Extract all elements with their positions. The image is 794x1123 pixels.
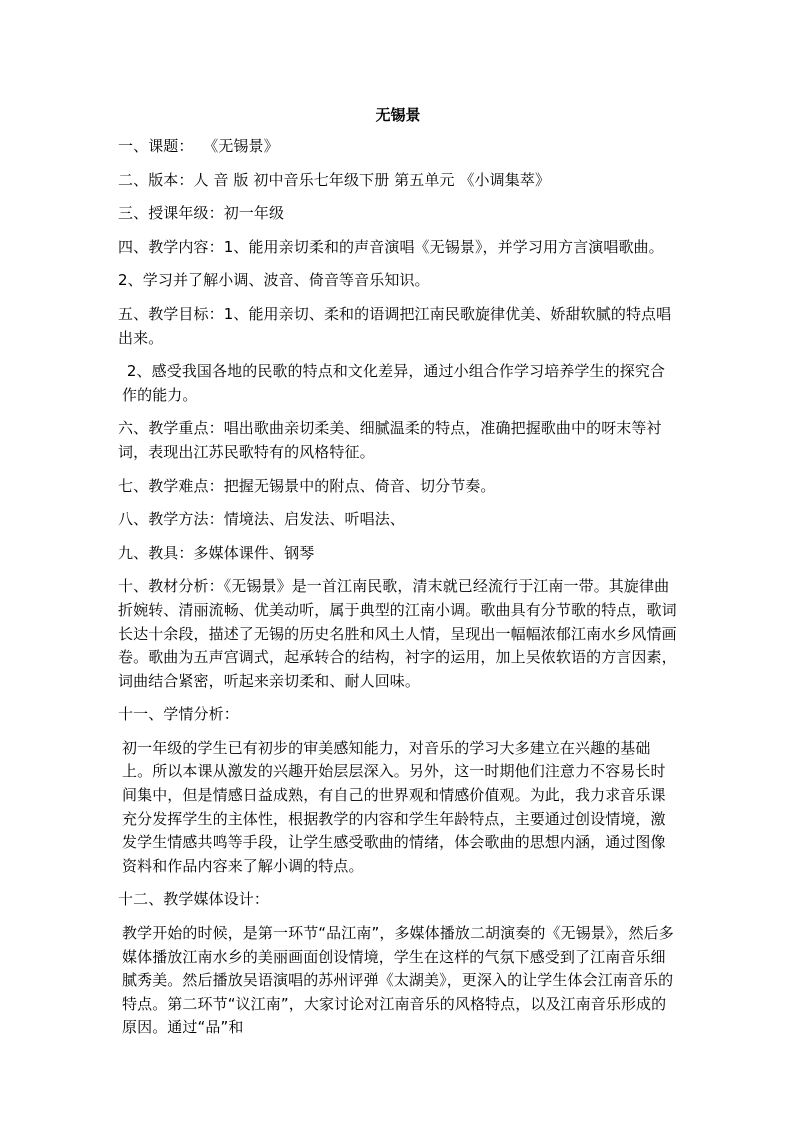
paragraph-material-analysis: 十、教材分析：《无锡景》是一首江南民歌，清末就已经流行于江南一带。其旋律曲折婉转、清丽流畅、优美动听，属于典型的江南小调。歌曲具有分节歌的特点，歌词长达十余段，描述了无锡的历史名胜和风土人情，呈现出一幅幅浓郁江南水乡风情画卷。歌曲为五声宫调式，起承转合的结构，衬字的运用，加上吴侬软语的方言因素，词曲结合紧密，听起来亲切柔和、耐人回味。 (118, 577, 677, 690)
paragraph-teaching-aids: 九、教具：多媒体课件、钢琴 (118, 543, 315, 562)
paragraph-grade: 三、授课年级：初一年级 (118, 204, 285, 223)
paragraph-goals: 五、教学目标：1、能用亲切、柔和的语调把江南民歌旋律优美、娇甜软腻的特点唱出来。 (118, 304, 672, 347)
paragraph-content: 四、教学内容：1、能用亲切柔和的声音演唱《无锡景》，并学习用方言演唱歌曲。 (118, 237, 664, 256)
paragraph-learner-analysis-heading: 十一、学情分析： (118, 705, 239, 724)
paragraph-media-design: 教学开始的时候，是第一环节“品江南”，多媒体播放二胡演奏的《无锡景》，然后多媒体播放江南水乡的美丽画面创设情境，学生在这样的气氛下感受到了江南音乐细腻秀美。然后播放吴语演唱的苏州评弹《太湖美》，更深入的让学生体会江南音乐的特点。第二环节“议江南”，大家讨论对江南音乐的风格特点，以及江南音乐形成的原因。通过“品”和 (122, 924, 674, 1037)
paragraph-media-design-heading: 十二、教学媒体设计： (118, 890, 270, 909)
document-page (118, 104, 678, 1050)
paragraph-learner-analysis: 初一年级的学生已有初步的审美感知能力，对音乐的学习大多建立在兴趣的基础上。所以本课从激发的兴趣开始层层深入。另外，这一时期他们注意力不容易长时间集中，但是情感日益成熟，有自己的世界观和情感价值观。为此，我力求音乐课充分发挥学生的主体性，根据教学的内容和学生年龄特点，主要通过创设情境，激发学生情感共鸣等手段，让学生感受歌曲的情绪，体会歌曲的思想内涵，通过图像资料和作品内容来了解小调的特点。 (122, 738, 666, 875)
paragraph-content-2: 2、学习并了解小调、波音、倚音等音乐知识。 (118, 271, 430, 290)
paragraph-difficulties: 七、教学难点：把握无锡景中的附点、倚音、切分节奏。 (118, 476, 496, 495)
paragraph-key-points: 六、教学重点：唱出歌曲亲切柔美、细腻温柔的特点，准确把握歌曲中的呀末等衬词，表现出江苏民歌特有的风格特征。 (118, 419, 662, 461)
paragraph-edition: 二、版本：人 音 版 初中音乐七年级下册 第五单元 《小调集萃》 (118, 170, 551, 189)
document-title: 无锡景 (375, 106, 421, 124)
paragraph-goals-2: 2、感受我国各地的民歌的特点和文化差异，通过小组合作学习培养学生的探究合作的能力。 (122, 362, 666, 404)
paragraph-topic: 一、课题： 《无锡景》 (118, 137, 279, 155)
paragraph-methods: 八、教学方法：情境法、启发法、听唱法、 (118, 510, 405, 529)
